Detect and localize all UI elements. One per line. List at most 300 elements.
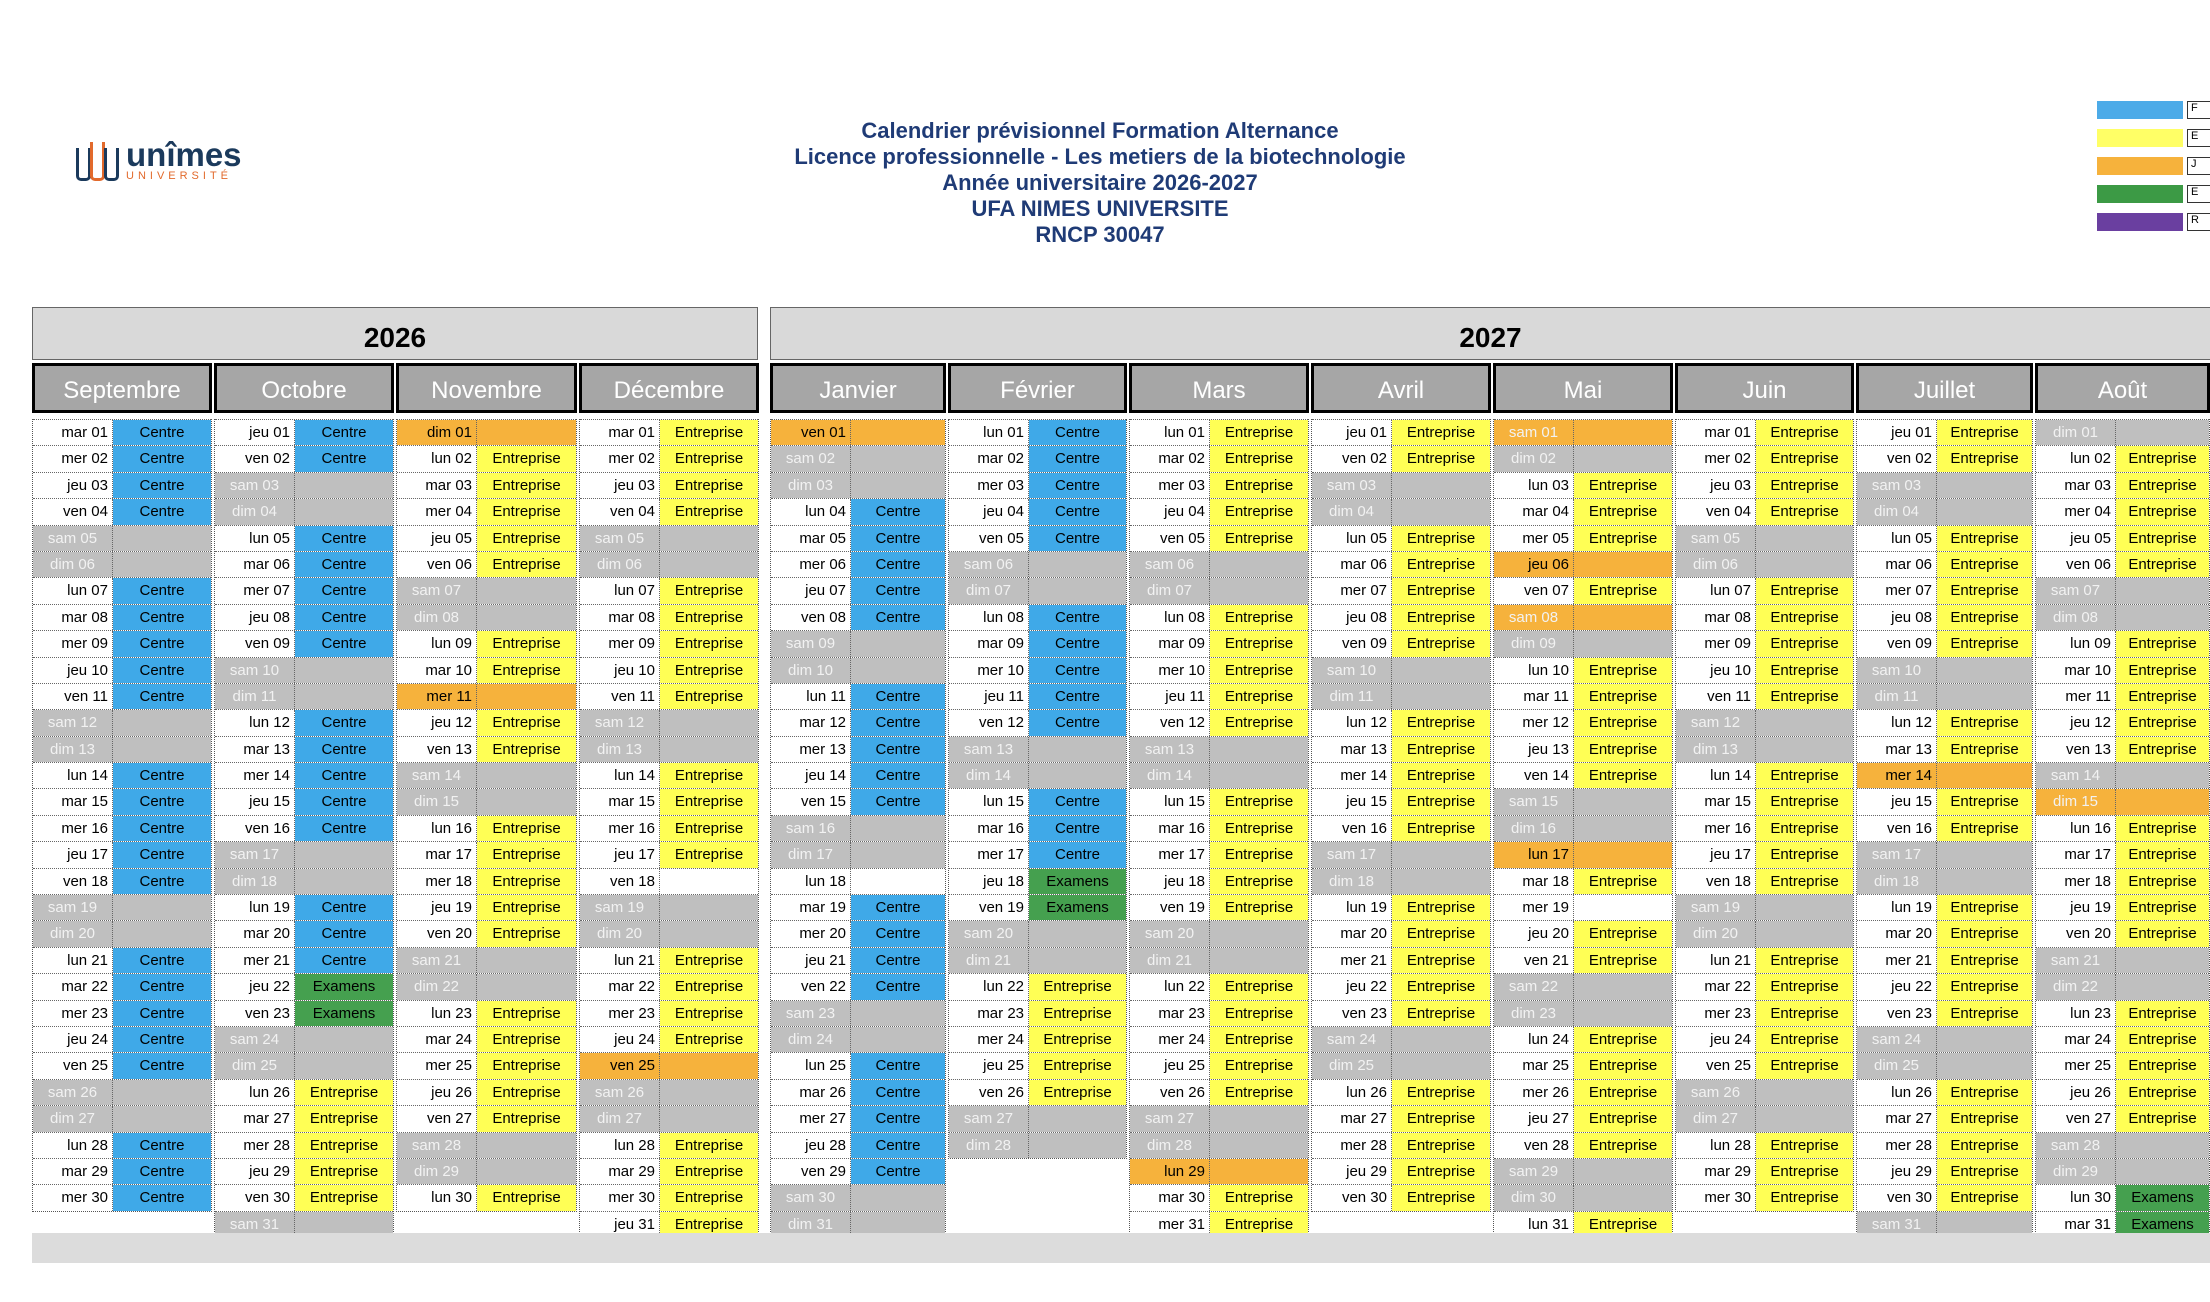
day-row [1130, 709, 1308, 735]
day-activity: Entreprise [1392, 948, 1490, 973]
day-label: mer 03 [949, 473, 1029, 498]
day-label: lun 16 [2036, 816, 2116, 841]
day-activity: Centre [295, 948, 393, 973]
day-activity: Centre [113, 499, 211, 524]
day-label: sam 12 [33, 710, 113, 735]
day-label: sam 24 [1857, 1027, 1937, 1052]
day-row [580, 445, 758, 471]
day-label: sam 17 [1857, 842, 1937, 867]
day-row [1494, 419, 1672, 445]
day-activity: Entreprise [477, 1106, 576, 1131]
day-row [215, 709, 393, 735]
day-label: ven 20 [397, 921, 477, 946]
day-activity [1210, 578, 1308, 603]
day-row [2036, 973, 2209, 999]
day-row [1130, 525, 1308, 551]
day-label: lun 08 [1130, 605, 1210, 630]
day-activity: Entreprise [1392, 1106, 1490, 1131]
day-activity [1210, 948, 1308, 973]
day-activity: Centre [851, 526, 945, 551]
day-label: lun 14 [33, 763, 113, 788]
day-row [771, 577, 945, 603]
day-row [1312, 841, 1490, 867]
day-activity [2116, 605, 2209, 630]
day-activity: Entreprise [660, 789, 758, 814]
day-label: dim 27 [33, 1106, 113, 1131]
day-label: jeu 15 [1312, 789, 1392, 814]
day-activity: Entreprise [477, 895, 576, 920]
day-activity: Entreprise [1392, 816, 1490, 841]
day-row [397, 551, 576, 577]
day-activity [113, 710, 211, 735]
day-label: mar 17 [397, 842, 477, 867]
day-row [397, 525, 576, 551]
day-activity: Centre [113, 658, 211, 683]
day-label: jeu 17 [1676, 842, 1756, 867]
day-activity: Entreprise [660, 974, 758, 999]
day-activity: Centre [295, 420, 393, 445]
day-label: mer 30 [33, 1185, 113, 1210]
day-label: lun 11 [771, 684, 851, 709]
day-label: sam 17 [215, 842, 295, 867]
day-activity: Centre [113, 763, 211, 788]
day-label: ven 06 [397, 552, 477, 577]
day-label: mar 29 [33, 1159, 113, 1184]
day-label: dim 11 [215, 684, 295, 709]
day-row [397, 604, 576, 630]
day-activity: Entreprise [1756, 473, 1853, 498]
day-row [33, 973, 211, 999]
day-activity: Entreprise [1756, 816, 1853, 841]
day-row [397, 868, 576, 894]
day-activity: Entreprise [477, 921, 576, 946]
day-row [1494, 657, 1672, 683]
day-label: lun 05 [215, 526, 295, 551]
day-label: dim 13 [1676, 737, 1756, 762]
day-activity: Entreprise [1574, 1080, 1672, 1105]
day-row [580, 551, 758, 577]
day-label: sam 05 [1676, 526, 1756, 551]
day-activity: Entreprise [2116, 658, 2209, 683]
day-label: jeu 12 [397, 710, 477, 735]
day-activity: Centre [851, 895, 945, 920]
day-activity: Entreprise [1937, 816, 2032, 841]
day-row [949, 577, 1126, 603]
day-label: jeu 29 [215, 1159, 295, 1184]
day-activity [851, 473, 945, 498]
day-row [1857, 973, 2032, 999]
month-header: Août [2035, 363, 2210, 413]
calendar-title [700, 118, 1500, 248]
day-label: dim 04 [215, 499, 295, 524]
day-row [1312, 947, 1490, 973]
title-line: UFA NIMES UNIVERSITE [971, 196, 1229, 221]
day-row [2036, 472, 2209, 498]
title-line: Calendrier prévisionnel Formation Alternance [861, 118, 1339, 143]
day-row [1676, 788, 1853, 814]
day-row [397, 683, 576, 709]
day-row [949, 788, 1126, 814]
day-row [33, 419, 211, 445]
day-activity [660, 1106, 758, 1131]
day-row [580, 419, 758, 445]
day-activity [1392, 684, 1490, 709]
day-label: lun 28 [580, 1133, 660, 1158]
day-activity [1574, 1159, 1672, 1184]
day-row [949, 736, 1126, 762]
day-activity: Entreprise [1937, 737, 2032, 762]
day-activity: Centre [851, 921, 945, 946]
day-label: ven 07 [1494, 578, 1574, 603]
day-activity: Centre [851, 1080, 945, 1105]
day-row [1312, 683, 1490, 709]
day-activity: Entreprise [1392, 974, 1490, 999]
day-activity [1029, 1106, 1126, 1131]
day-activity: Entreprise [2116, 1001, 2209, 1026]
day-row [215, 419, 393, 445]
day-row [1130, 1026, 1308, 1052]
day-activity: Entreprise [1756, 1185, 1853, 1210]
day-row [1494, 472, 1672, 498]
day-activity: Entreprise [1937, 578, 2032, 603]
day-activity [1574, 1001, 1672, 1026]
day-activity: Entreprise [1937, 948, 2032, 973]
day-row [397, 630, 576, 656]
year-2027-header: 2027 [770, 307, 2210, 360]
day-activity: Centre [113, 684, 211, 709]
day-activity: Entreprise [1937, 605, 2032, 630]
legend-swatch [2097, 213, 2183, 231]
day-activity: Entreprise [660, 1001, 758, 1026]
day-row [397, 445, 576, 471]
day-activity [1392, 1027, 1490, 1052]
day-label: ven 19 [1130, 895, 1210, 920]
day-label: sam 22 [1494, 974, 1574, 999]
day-label: dim 14 [949, 763, 1029, 788]
day-row [397, 419, 576, 445]
day-label: mar 08 [1676, 605, 1756, 630]
day-activity: Entreprise [1210, 1080, 1308, 1105]
day-activity [1574, 446, 1672, 471]
month-mars [1129, 363, 1309, 1238]
day-activity: Entreprise [1392, 631, 1490, 656]
day-row [33, 1079, 211, 1105]
day-row [1676, 419, 1853, 445]
day-row [2036, 1132, 2209, 1158]
day-row [771, 1105, 945, 1131]
day-activity [1210, 921, 1308, 946]
day-activity: Entreprise [477, 869, 576, 894]
day-label: ven 23 [1312, 1001, 1392, 1026]
day-activity: Entreprise [477, 710, 576, 735]
day-row [397, 1000, 576, 1026]
day-label: lun 12 [215, 710, 295, 735]
day-row [1494, 920, 1672, 946]
day-label: ven 09 [1312, 631, 1392, 656]
legend-label: E [2187, 129, 2210, 147]
day-row [1494, 1184, 1672, 1210]
day-label: sam 24 [1312, 1027, 1392, 1052]
month-header: Janvier [770, 363, 946, 413]
day-row [1857, 1079, 2032, 1105]
day-label: lun 08 [949, 605, 1029, 630]
day-label: ven 23 [215, 1001, 295, 1026]
day-label: jeu 11 [1130, 684, 1210, 709]
day-activity: Entreprise [2116, 1027, 2209, 1052]
day-activity: Examens [1029, 895, 1126, 920]
day-activity: Entreprise [1210, 446, 1308, 471]
month-mai [1493, 363, 1673, 1238]
month-header: Juin [1675, 363, 1854, 413]
day-activity: Entreprise [1756, 420, 1853, 445]
day-row [1857, 1000, 2032, 1026]
day-row [1676, 630, 1853, 656]
day-row [1312, 1079, 1490, 1105]
day-label: mer 10 [1130, 658, 1210, 683]
day-label: sam 07 [397, 578, 477, 603]
day-label: ven 05 [949, 526, 1029, 551]
day-label: lun 03 [1494, 473, 1574, 498]
day-activity [1392, 658, 1490, 683]
day-row [771, 419, 945, 445]
day-activity: Entreprise [2116, 552, 2209, 577]
day-activity: Entreprise [477, 473, 576, 498]
day-row [1676, 736, 1853, 762]
day-label: dim 03 [771, 473, 851, 498]
day-row [580, 709, 758, 735]
university-logo [76, 138, 242, 184]
day-row [215, 577, 393, 603]
day-label: sam 20 [1130, 921, 1210, 946]
day-label: ven 09 [215, 631, 295, 656]
day-label: sam 02 [771, 446, 851, 471]
day-label: sam 03 [1312, 473, 1392, 498]
day-row [949, 1052, 1126, 1078]
day-label: lun 29 [1130, 1159, 1210, 1184]
day-activity [1937, 869, 2032, 894]
day-activity: Entreprise [660, 948, 758, 973]
day-label: lun 05 [1312, 526, 1392, 551]
day-label: sam 12 [580, 710, 660, 735]
day-label: mer 14 [1312, 763, 1392, 788]
day-activity [1756, 737, 1853, 762]
day-row [1676, 815, 1853, 841]
day-label: ven 01 [771, 420, 851, 445]
day-row [397, 1052, 576, 1078]
day-row [215, 894, 393, 920]
day-activity: Entreprise [1210, 1185, 1308, 1210]
day-activity [1210, 552, 1308, 577]
day-list [396, 419, 577, 1212]
day-label: lun 07 [580, 578, 660, 603]
day-label: jeu 26 [2036, 1080, 2116, 1105]
day-row [1312, 604, 1490, 630]
day-label: dim 27 [580, 1106, 660, 1131]
legend-label: F [2187, 101, 2210, 119]
day-row [949, 419, 1126, 445]
day-label: sam 29 [1494, 1159, 1574, 1184]
day-label: dim 30 [1494, 1185, 1574, 1210]
day-activity [660, 710, 758, 735]
logo-name: unîmes [126, 136, 242, 173]
day-row [1676, 657, 1853, 683]
day-activity: Entreprise [660, 499, 758, 524]
day-activity [295, 658, 393, 683]
day-label: mar 29 [580, 1159, 660, 1184]
day-label: ven 02 [1312, 446, 1392, 471]
day-activity [113, 526, 211, 551]
legend-swatch [2097, 185, 2183, 203]
day-row [1312, 1052, 1490, 1078]
day-label: sam 31 [215, 1212, 295, 1237]
day-row [1857, 736, 2032, 762]
day-row [1130, 472, 1308, 498]
day-activity: Entreprise [1574, 869, 1672, 894]
day-label: sam 17 [1312, 842, 1392, 867]
day-activity: Entreprise [1574, 1212, 1672, 1237]
day-label: dim 20 [1676, 921, 1756, 946]
day-activity [1392, 1053, 1490, 1078]
day-label: mar 19 [771, 895, 851, 920]
day-row [1494, 1026, 1672, 1052]
day-row [1494, 551, 1672, 577]
day-row [2036, 815, 2209, 841]
day-label: sam 05 [33, 526, 113, 551]
year-2026-header: 2026 [32, 307, 758, 360]
day-activity [1210, 1133, 1308, 1158]
day-label: jeu 15 [1857, 789, 1937, 814]
day-row [771, 920, 945, 946]
day-label: jeu 15 [215, 789, 295, 814]
day-row [1494, 1079, 1672, 1105]
day-label: dim 25 [1857, 1053, 1937, 1078]
day-activity: Entreprise [1392, 789, 1490, 814]
day-activity [1029, 578, 1126, 603]
title-line: Licence professionnelle - Les metiers de la biotechnologie [794, 144, 1406, 169]
day-activity: Centre [295, 446, 393, 471]
day-row [397, 577, 576, 603]
day-row [215, 1000, 393, 1026]
day-label: dim 07 [949, 578, 1029, 603]
day-label: ven 30 [1857, 1185, 1937, 1210]
day-activity: Entreprise [1937, 895, 2032, 920]
day-row [215, 445, 393, 471]
day-label: mar 16 [949, 816, 1029, 841]
day-row [2036, 1079, 2209, 1105]
day-row [215, 630, 393, 656]
day-label: ven 25 [33, 1053, 113, 1078]
day-activity [660, 526, 758, 551]
day-label: jeu 08 [1312, 605, 1392, 630]
day-row [580, 736, 758, 762]
day-label: ven 25 [1676, 1053, 1756, 1078]
day-row [2036, 630, 2209, 656]
day-row [2036, 577, 2209, 603]
day-label: mar 13 [1312, 737, 1392, 762]
day-label: lun 24 [1494, 1027, 1574, 1052]
day-row [1676, 472, 1853, 498]
day-activity: Entreprise [2116, 526, 2209, 551]
day-row [1130, 445, 1308, 471]
day-label: mer 09 [580, 631, 660, 656]
day-row [1857, 894, 2032, 920]
day-activity: Entreprise [2116, 921, 2209, 946]
day-row [215, 1026, 393, 1052]
day-activity [1574, 420, 1672, 445]
day-activity [477, 420, 576, 445]
day-activity [851, 631, 945, 656]
day-label: sam 01 [1494, 420, 1574, 445]
day-row [1857, 551, 2032, 577]
day-label: mer 25 [397, 1053, 477, 1078]
day-activity: Entreprise [1937, 710, 2032, 735]
day-label: mar 15 [33, 789, 113, 814]
day-row [2036, 736, 2209, 762]
day-activity: Entreprise [1210, 1027, 1308, 1052]
day-row [1857, 947, 2032, 973]
day-row [771, 1000, 945, 1026]
month-septembre [32, 363, 212, 1212]
day-activity: Entreprise [1210, 895, 1308, 920]
day-activity [660, 869, 758, 894]
day-row [33, 815, 211, 841]
day-label: jeu 03 [1676, 473, 1756, 498]
day-label: lun 07 [1676, 578, 1756, 603]
day-row [949, 472, 1126, 498]
day-activity: Entreprise [1756, 605, 1853, 630]
day-activity: Entreprise [477, 816, 576, 841]
month-header: Février [948, 363, 1127, 413]
day-row [771, 1079, 945, 1105]
day-label: jeu 08 [1857, 605, 1937, 630]
day-activity [1756, 921, 1853, 946]
day-activity: Entreprise [477, 1185, 576, 1210]
day-label: sam 19 [580, 895, 660, 920]
day-activity [660, 1053, 758, 1078]
day-row [1857, 525, 2032, 551]
day-row [215, 868, 393, 894]
day-label: dim 24 [771, 1027, 851, 1052]
logo-subtitle: UNIVERSITÉ [126, 170, 233, 182]
day-activity: Entreprise [1392, 420, 1490, 445]
day-label: jeu 24 [1676, 1027, 1756, 1052]
day-label: mer 10 [949, 658, 1029, 683]
day-label: sam 06 [1130, 552, 1210, 577]
day-activity: Entreprise [2116, 446, 2209, 471]
day-label: mer 07 [1857, 578, 1937, 603]
day-row [771, 894, 945, 920]
day-activity [1937, 499, 2032, 524]
day-label: mar 04 [1494, 499, 1574, 524]
day-label: mer 16 [33, 816, 113, 841]
day-row [1312, 736, 1490, 762]
day-activity: Centre [1029, 816, 1126, 841]
day-activity: Entreprise [660, 420, 758, 445]
month-header: Mai [1493, 363, 1673, 413]
day-row [397, 498, 576, 524]
day-row [1676, 683, 1853, 709]
day-label: mar 23 [949, 1001, 1029, 1026]
day-row [949, 445, 1126, 471]
day-row [33, 445, 211, 471]
day-label: lun 26 [1857, 1080, 1937, 1105]
day-activity [660, 921, 758, 946]
day-label: mer 11 [2036, 684, 2116, 709]
day-activity [1937, 473, 2032, 498]
day-activity [113, 1106, 211, 1131]
day-activity: Entreprise [1574, 1106, 1672, 1131]
day-activity: Entreprise [1756, 1159, 1853, 1184]
